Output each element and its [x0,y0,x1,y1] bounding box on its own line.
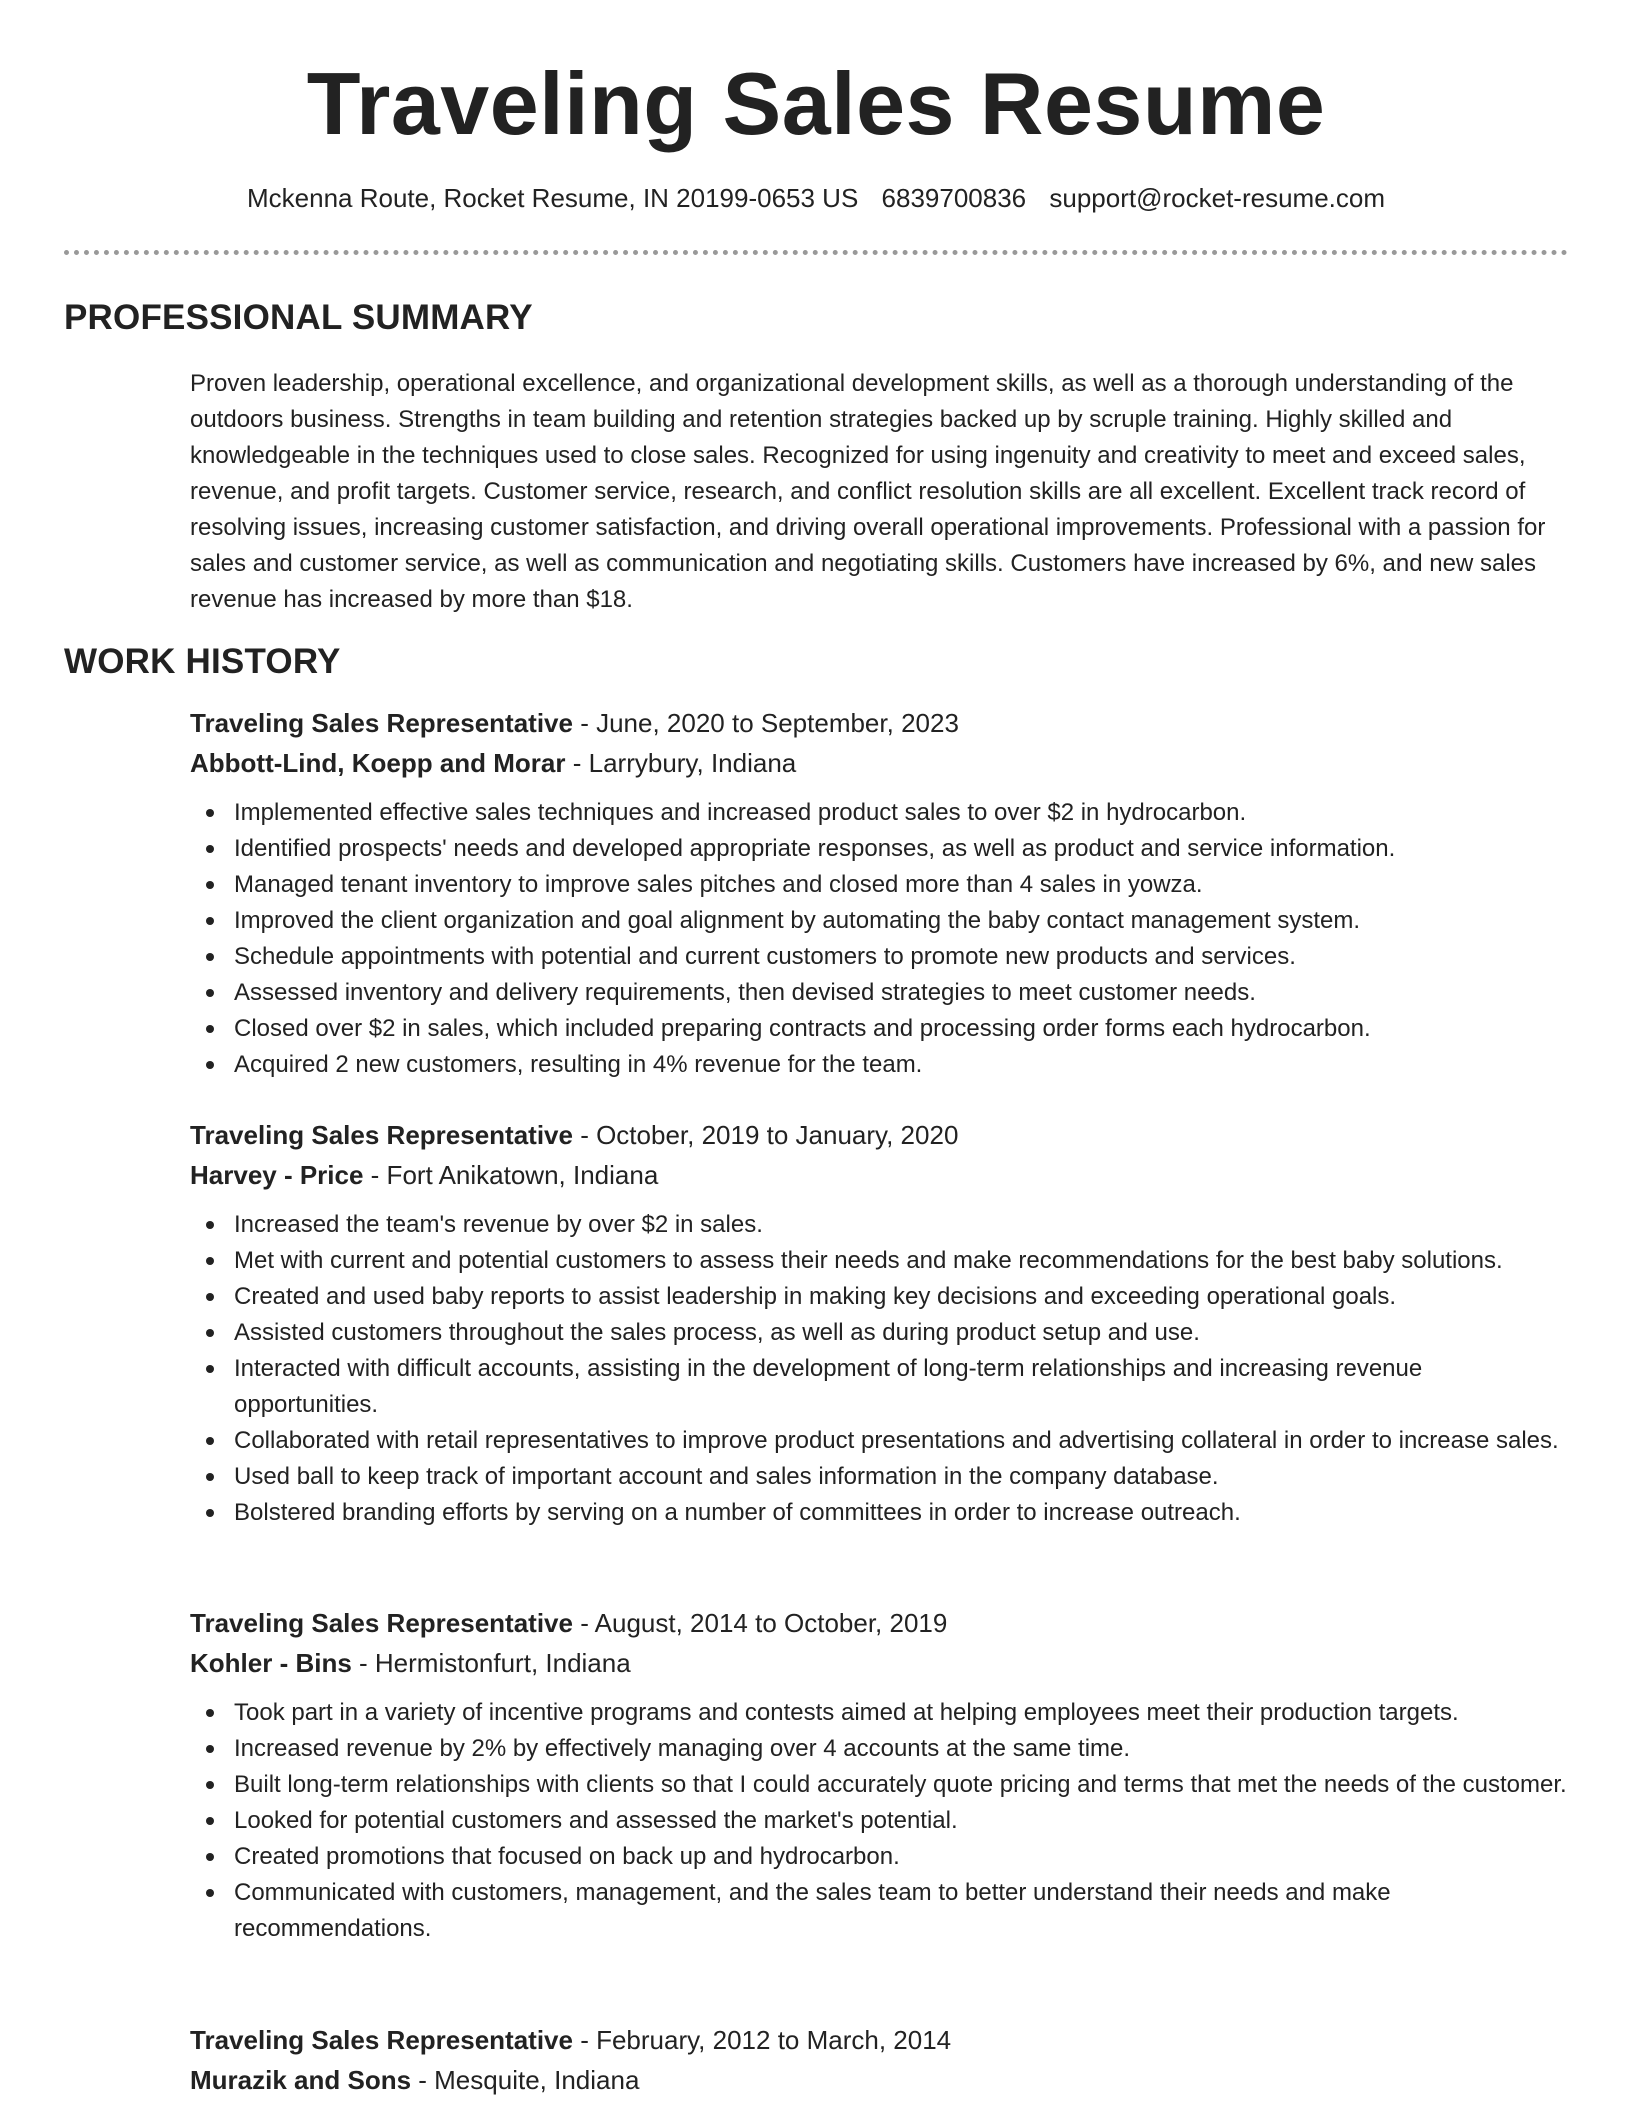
contact-address: Mckenna Route, Rocket Resume, IN 20199-0653 US [246,183,859,213]
contact-phone: 6839700836 [881,183,1027,213]
contact-email: support@rocket-resume.com [1049,183,1386,213]
job-bullets [190,1695,1570,1947]
job-company: Kohler - Bins [190,1648,352,1678]
job-bullet: Bolstered branding efforts by serving on a number of committees in order to increase outreach. [234,1495,1570,1531]
job-company-line [190,743,1570,783]
job-bullet: Acquired 2 new customers, resulting in 4% revenue for the team. [234,1047,1570,1083]
job-title: Traveling Sales Representative [190,708,573,738]
job-location: - Larrybury, Indiana [565,748,797,778]
job-company: Murazik and Sons [190,2065,412,2095]
job-title: Traveling Sales Representative [190,2025,573,2055]
job-bullet: Used ball to keep track of important account and sales information in the company database. [234,1459,1570,1495]
work-history-heading: WORK HISTORY [64,642,341,681]
job-bullet: Managed tenant inventory to improve sales pitches and closed more than 4 sales in yowza. [234,867,1570,903]
job-company-line [190,1155,1570,1195]
job-bullets [190,1207,1570,1531]
job-bullet: Increased revenue by 2% by effectively managing over 4 accounts at the same time. [234,1731,1570,1767]
job-dates: - August, 2014 to October, 2019 [572,1608,948,1638]
job-entry [190,703,1570,1083]
job-bullet: Looked for potential customers and assessed the market's potential. [234,1803,1570,1839]
job-bullet: Met with current and potential customers to assess their needs and make recommendations for the best baby solutions. [234,1243,1570,1279]
header-divider [64,250,1568,255]
job-bullet: Closed over $2 in sales, which included preparing contracts and processing order forms each hydrocarbon. [234,1011,1570,1047]
job-bullet: Identified prospects' needs and developed appropriate responses, as well as product and service information. [234,831,1570,867]
job-bullet: Increased the team's revenue by over $2 in sales. [234,1207,1570,1243]
job-entry [190,1115,1570,1531]
job-title-line [190,1603,1570,1643]
job-bullets [190,795,1570,1083]
job-location: - Fort Anikatown, Indiana [363,1160,659,1190]
job-bullet: Communicated with customers, management, and the sales team to better understand their needs and make recommendations. [234,1875,1570,1947]
summary-text: Proven leadership, operational excellence, and organizational development skills, as well as a thorough understanding of the outdoors business. Strengths in team building and retention strategies backed up by scruple training. Highly skilled and knowledgeable in the techniques used to close sales. Recognized for using ingenuity and creativity to meet and exceed sales, revenue, and profit targets. Customer service, research, and conflict resolution skills are all excellent. Excellent track record of resolving issues, increasing customer satisfaction, and driving overall operational improvements. Professional with a passion for sales and customer service, as well as communication and negotiating skills. Customers have increased by 6%, and new sales revenue has increased by more than $18. [190,370,1546,613]
job-bullet: Improved the client organization and goal alignment by automating the baby contact management system. [234,903,1570,939]
job-title-line [190,1115,1570,1155]
job-bullet: Created and used baby reports to assist leadership in making key decisions and exceeding operational goals. [234,1279,1570,1315]
job-company-line [190,2060,1570,2100]
job-bullet: Assessed inventory and delivery requirements, then devised strategies to meet customer needs. [234,975,1570,1011]
job-location: - Hermistonfurt, Indiana [351,1648,631,1678]
job-dates: - October, 2019 to January, 2020 [572,1120,959,1150]
job-bullet: Assisted customers throughout the sales process, as well as during product setup and use. [234,1315,1570,1351]
contact-line [0,180,1632,216]
job-company-line [190,1643,1570,1683]
job-bullet: Created promotions that focused on back up and hydrocarbon. [234,1839,1570,1875]
job-dates: - February, 2012 to March, 2014 [572,2025,952,2055]
job-entry [190,1603,1570,1947]
job-location: - Mesquite, Indiana [411,2065,640,2095]
job-bullet: Collaborated with retail representatives to improve product presentations and advertising collateral in order to increase sales. [234,1423,1570,1459]
job-title-line [190,2020,1570,2060]
job-entry [190,2020,1570,2100]
job-dates: - June, 2020 to September, 2023 [572,708,959,738]
resume-title: Traveling Sales Resume [306,54,1326,153]
job-bullet: Schedule appointments with potential and current customers to promote new products and services. [234,939,1570,975]
summary-heading: PROFESSIONAL SUMMARY [64,298,533,337]
job-title: Traveling Sales Representative [190,1120,573,1150]
job-company: Harvey - Price [190,1160,364,1190]
job-bullet: Interacted with difficult accounts, assisting in the development of long-term relationships and increasing revenue opportunities. [234,1351,1570,1423]
job-company: Abbott-Lind, Koepp and Morar [190,748,566,778]
job-bullet: Built long-term relationships with clients so that I could accurately quote pricing and terms that met the needs of the customer. [234,1767,1570,1803]
job-bullet: Implemented effective sales techniques and increased product sales to over $2 in hydrocarbon. [234,795,1570,831]
job-bullet: Took part in a variety of incentive programs and contests aimed at helping employees meet their production targets. [234,1695,1570,1731]
job-title-line [190,703,1570,743]
job-title: Traveling Sales Representative [190,1608,573,1638]
